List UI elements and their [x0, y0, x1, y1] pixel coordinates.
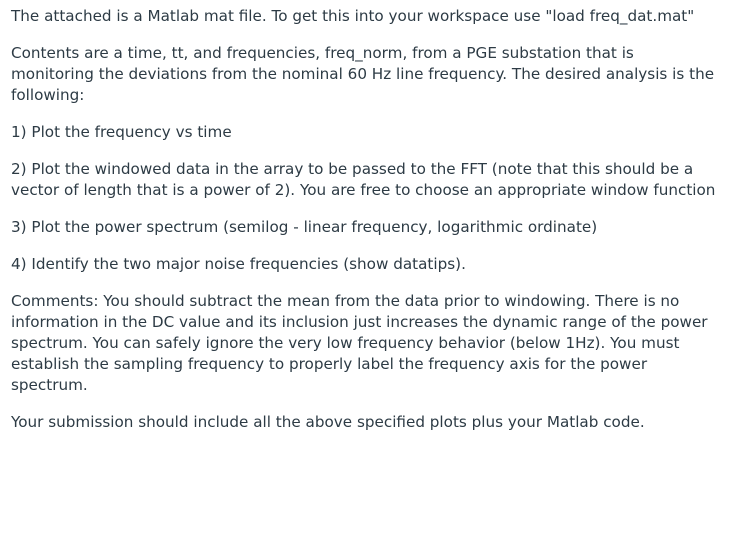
task-1-paragraph: 1) Plot the frequency vs time [11, 123, 232, 141]
task-2-paragraph: 2) Plot the windowed data in the array to be passed to the FFT (note that this should be a vector of length that is a power of 2). You are free to choose an appropriate window function [11, 160, 716, 199]
comments-paragraph: Comments: You should subtract the mean from the data prior to windowing. There is no information in the DC value and its inclusion just increases the dynamic range of the power spectrum. You can safely ignore the very low frequency behavior (below 1Hz). You must establish the sampling frequency to properly label the frequency axis for the power spectrum. [11, 292, 708, 394]
contents-paragraph: Contents are a time, tt, and frequencies, freq_norm, from a PGE substation that is monitoring the deviations from the nominal 60 Hz line frequency. The desired analysis is the following: [11, 44, 715, 104]
task-4-paragraph: 4) Identify the two major noise frequencies (show datatips). [11, 255, 466, 273]
intro-paragraph: The attached is a Matlab mat file. To get this into your workspace use "load freq_dat.mat" [11, 7, 695, 25]
submission-paragraph: Your submission should include all the above specified plots plus your Matlab code. [11, 413, 645, 431]
task-3-paragraph: 3) Plot the power spectrum (semilog - linear frequency, logarithmic ordinate) [11, 218, 598, 236]
